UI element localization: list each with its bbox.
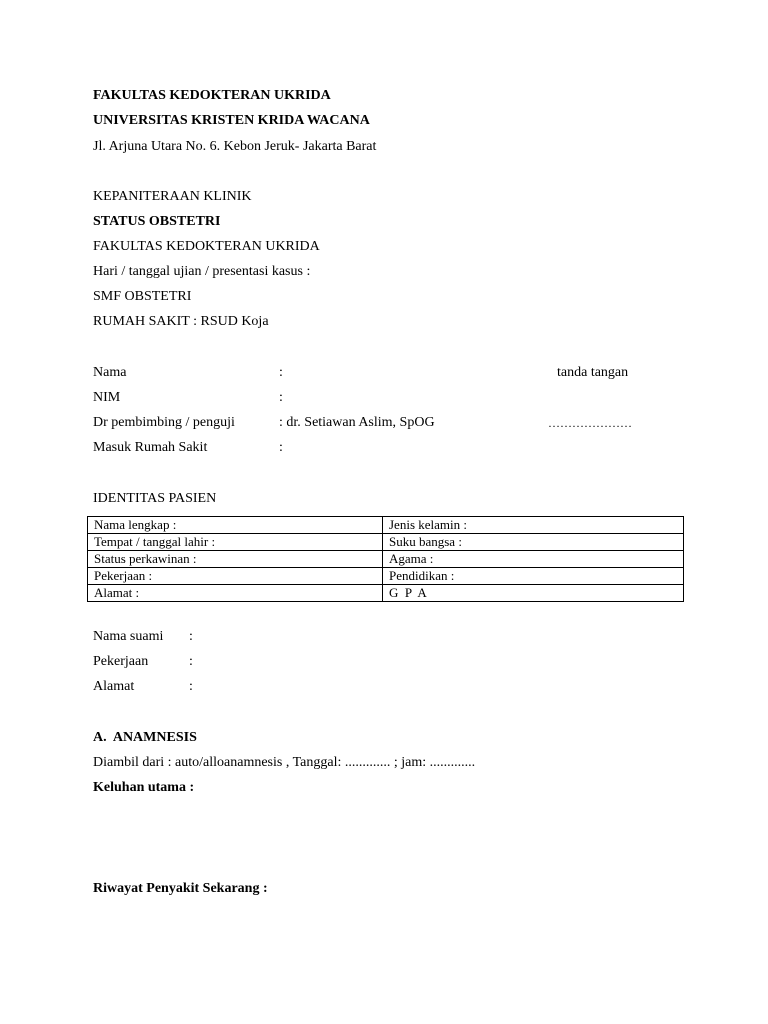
table-row [88, 551, 684, 568]
alamat-suami-colon: : [189, 679, 193, 694]
faculty-line: FAKULTAS KEDOKTERAN UKRIDA [93, 239, 320, 254]
anamnesis-heading: A. ANAMNESIS [93, 730, 197, 745]
university-title: UNIVERSITAS KRISTEN KRIDA WACANA [93, 113, 370, 128]
nim-colon: : [279, 390, 283, 405]
table-row [88, 585, 684, 602]
pembimbing-label: Dr pembimbing / penguji [93, 415, 235, 430]
identitas-table [87, 516, 684, 602]
agama-cell: Agama : [383, 551, 684, 568]
address: Jl. Arjuna Utara No. 6. Kebon Jeruk- Jakarta Barat [93, 139, 377, 154]
table-row [88, 534, 684, 551]
signature-dots: ………………… [548, 416, 632, 430]
table-row [88, 568, 684, 585]
nama-lengkap-cell: Nama lengkap : [88, 517, 383, 534]
status-perkawinan-cell: Status perkawinan : [88, 551, 383, 568]
smf-line: SMF OBSTETRI [93, 289, 192, 304]
kepaniteraan-heading: KEPANITERAAN KLINIK [93, 189, 252, 204]
table-row [88, 517, 684, 534]
nama-colon: : [279, 365, 283, 380]
signature-label: tanda tangan [557, 365, 629, 380]
jenis-kelamin-cell: Jenis kelamin : [383, 517, 684, 534]
status-heading: STATUS OBSTETRI [93, 214, 221, 229]
pekerjaan-cell: Pekerjaan : [88, 568, 383, 585]
nama-suami-label: Nama suami [93, 629, 164, 644]
pendidikan-cell: Pendidikan : [383, 568, 684, 585]
hospital-line: RUMAH SAKIT : RSUD Koja [93, 314, 269, 329]
suku-bangsa-cell: Suku bangsa : [383, 534, 684, 551]
faculty-title: FAKULTAS KEDOKTERAN UKRIDA [93, 88, 331, 103]
pekerjaan-suami-colon: : [189, 654, 193, 669]
pekerjaan-suami-label: Pekerjaan [93, 654, 149, 669]
masuk-label: Masuk Rumah Sakit [93, 440, 208, 455]
nama-suami-colon: : [189, 629, 193, 644]
alamat-cell: Alamat : [88, 585, 383, 602]
pembimbing-value: : dr. Setiawan Aslim, SpOG [279, 415, 435, 430]
alamat-suami-label: Alamat [93, 679, 135, 694]
nama-label: Nama [93, 365, 127, 380]
riwayat-heading: Riwayat Penyakit Sekarang : [93, 881, 268, 896]
gpa-cell: G P A [383, 585, 684, 602]
date-line: Hari / tanggal ujian / presentasi kasus : [93, 264, 311, 279]
keluhan-heading: Keluhan utama : [93, 780, 195, 795]
masuk-colon: : [279, 440, 283, 455]
diambil-line: Diambil dari : auto/alloanamnesis , Tanggal: ............. ; jam: ............. [93, 755, 476, 770]
identitas-heading: IDENTITAS PASIEN [93, 491, 217, 506]
tempat-lahir-cell: Tempat / tanggal lahir : [88, 534, 383, 551]
nim-label: NIM [93, 390, 121, 405]
